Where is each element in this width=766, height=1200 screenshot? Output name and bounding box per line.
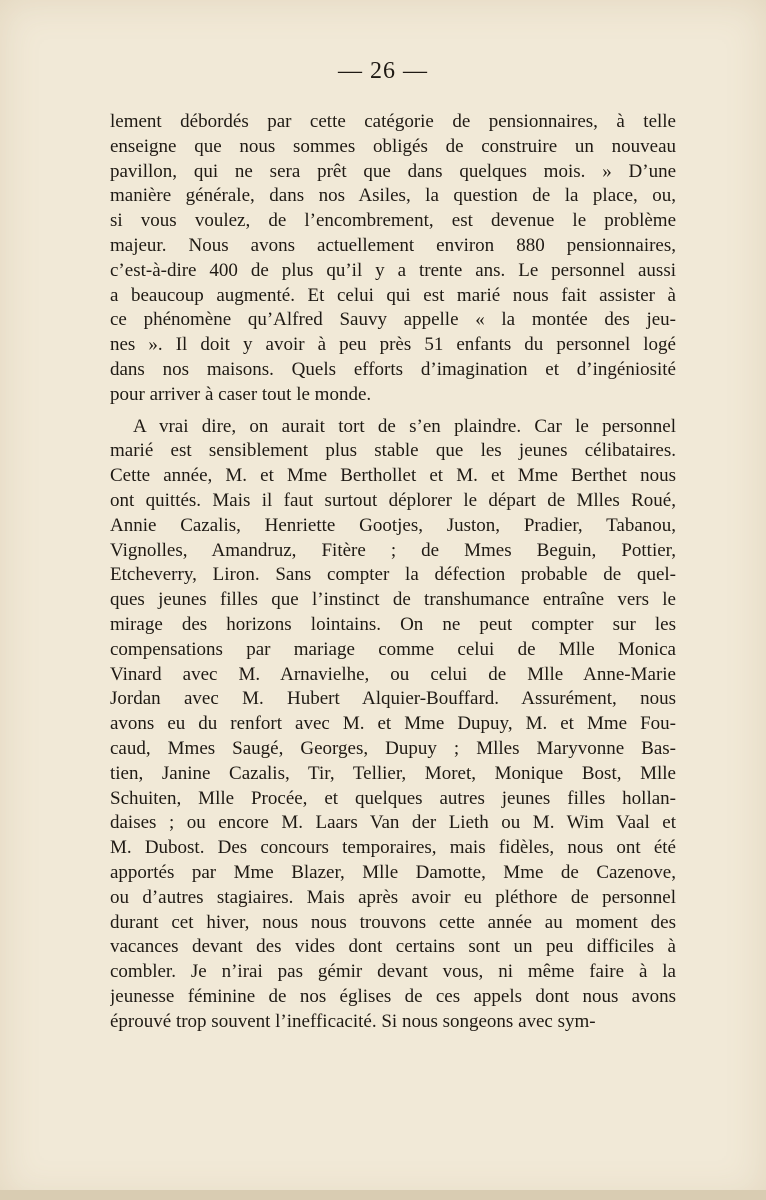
text-line: ont quittés. Mais il faut surtout déplorer le départ de Mlles Roué, [110, 489, 676, 511]
text-line: pour arriver à caser tout le monde. [110, 383, 372, 405]
text-line: durant cet hiver, nous nous trouvons cette année au moment des [110, 911, 676, 933]
text-line: majeur. Nous avons actuellement environ 880 pensionnaires, [110, 234, 676, 256]
text-line: lement débordés par cette catégorie de pensionnaires, à telle [110, 111, 676, 132]
text-line: jeunesse féminine de nos églises de ces appels dont nous avons [110, 985, 676, 1007]
text-line: combler. Je n’irai pas gémir devant vous, ni même faire à la [110, 961, 676, 983]
text-line: A vrai dire, on aurait tort de s’en plaindre. Car le personnel [133, 415, 676, 437]
text-line: ce phénomène qu’Alfred Sauvy appelle « la montée des jeu- [110, 309, 676, 331]
text-line: Cette année, M. et Mme Berthollet et M. et Mme Berthet nous [110, 465, 676, 487]
text-line: ou d’autres stagiaires. Mais après avoir eu pléthore de personnel [110, 886, 676, 908]
text-line: a beaucoup augmenté. Et celui qui est marié nous fait assister à [110, 284, 676, 306]
text-line: éprouvé trop souvent l’inefficacité. Si nous songeons avec sym- [110, 1010, 596, 1032]
text-line: pavillon, qui ne sera prêt que dans quelques mois. » D’une [110, 160, 676, 182]
text-line: ques jeunes filles que l’instinct de transhumance entraîne vers le [110, 589, 676, 611]
text-line: vacances devant des vides dont certains sont un peu difficiles à [110, 936, 676, 958]
body-text [110, 110, 676, 1034]
paragraph [110, 110, 676, 408]
text-line: Annie Cazalis, Henriette Gootjes, Juston, Pradier, Tabanou, [110, 514, 676, 536]
text-line: c’est-à-dire 400 de plus qu’il y a trente ans. Le personnel aussi [110, 259, 676, 281]
text-line: Vignolles, Amandruz, Fitère ; de Mmes Beguin, Pottier, [110, 539, 676, 561]
text-line: compensations par mariage comme celui de Mlle Monica [110, 638, 676, 660]
text-line: tien, Janine Cazalis, Tir, Tellier, Moret, Monique Bost, Mlle [110, 762, 676, 784]
text-line: Schuiten, Mlle Procée, et quelques autres jeunes filles hollan- [110, 787, 676, 809]
text-line: Etcheverry, Liron. Sans compter la défection probable de quel- [110, 564, 676, 586]
text-line: dans nos maisons. Quels efforts d’imagination et d’ingéniosité [110, 358, 676, 380]
text-line: caud, Mmes Saugé, Georges, Dupuy ; Mlles Maryvonne Bas- [110, 737, 676, 759]
text-line: avons eu du renfort avec M. et Mme Dupuy, M. et Mme Fou- [110, 713, 676, 735]
text-line: M. Dubost. Des concours temporaires, mais fidèles, nous ont été [110, 837, 676, 859]
text-line: enseigne que nous sommes obligés de construire un nouveau [110, 135, 676, 157]
text-line: daises ; ou encore M. Laars Van der Lieth ou M. Wim Vaal et [110, 812, 676, 834]
page-number: — 26 — [338, 58, 428, 84]
text-line: marié est sensiblement plus stable que les jeunes célibataires. [110, 440, 676, 462]
paragraph [110, 415, 676, 1035]
text-line: nes ». Il doit y avoir à peu près 51 enfants du personnel logé [110, 334, 676, 356]
text-line: Vinard avec M. Arnavielhe, ou celui de Mlle Anne-Marie [110, 663, 676, 685]
text-line: apportés par Mme Blazer, Mlle Damotte, Mme de Cazenove, [110, 861, 676, 883]
text-line: manière générale, dans nos Asiles, la question de la place, ou, [110, 185, 676, 207]
text-line: si vous voulez, de l’encombrement, est devenue le problème [110, 210, 676, 232]
page-bottom-edge [0, 1190, 766, 1200]
text-line: Jordan avec M. Hubert Alquier-Bouffard. Assurément, nous [110, 688, 676, 710]
text-line: mirage des horizons lointains. On ne peut compter sur les [110, 613, 676, 635]
